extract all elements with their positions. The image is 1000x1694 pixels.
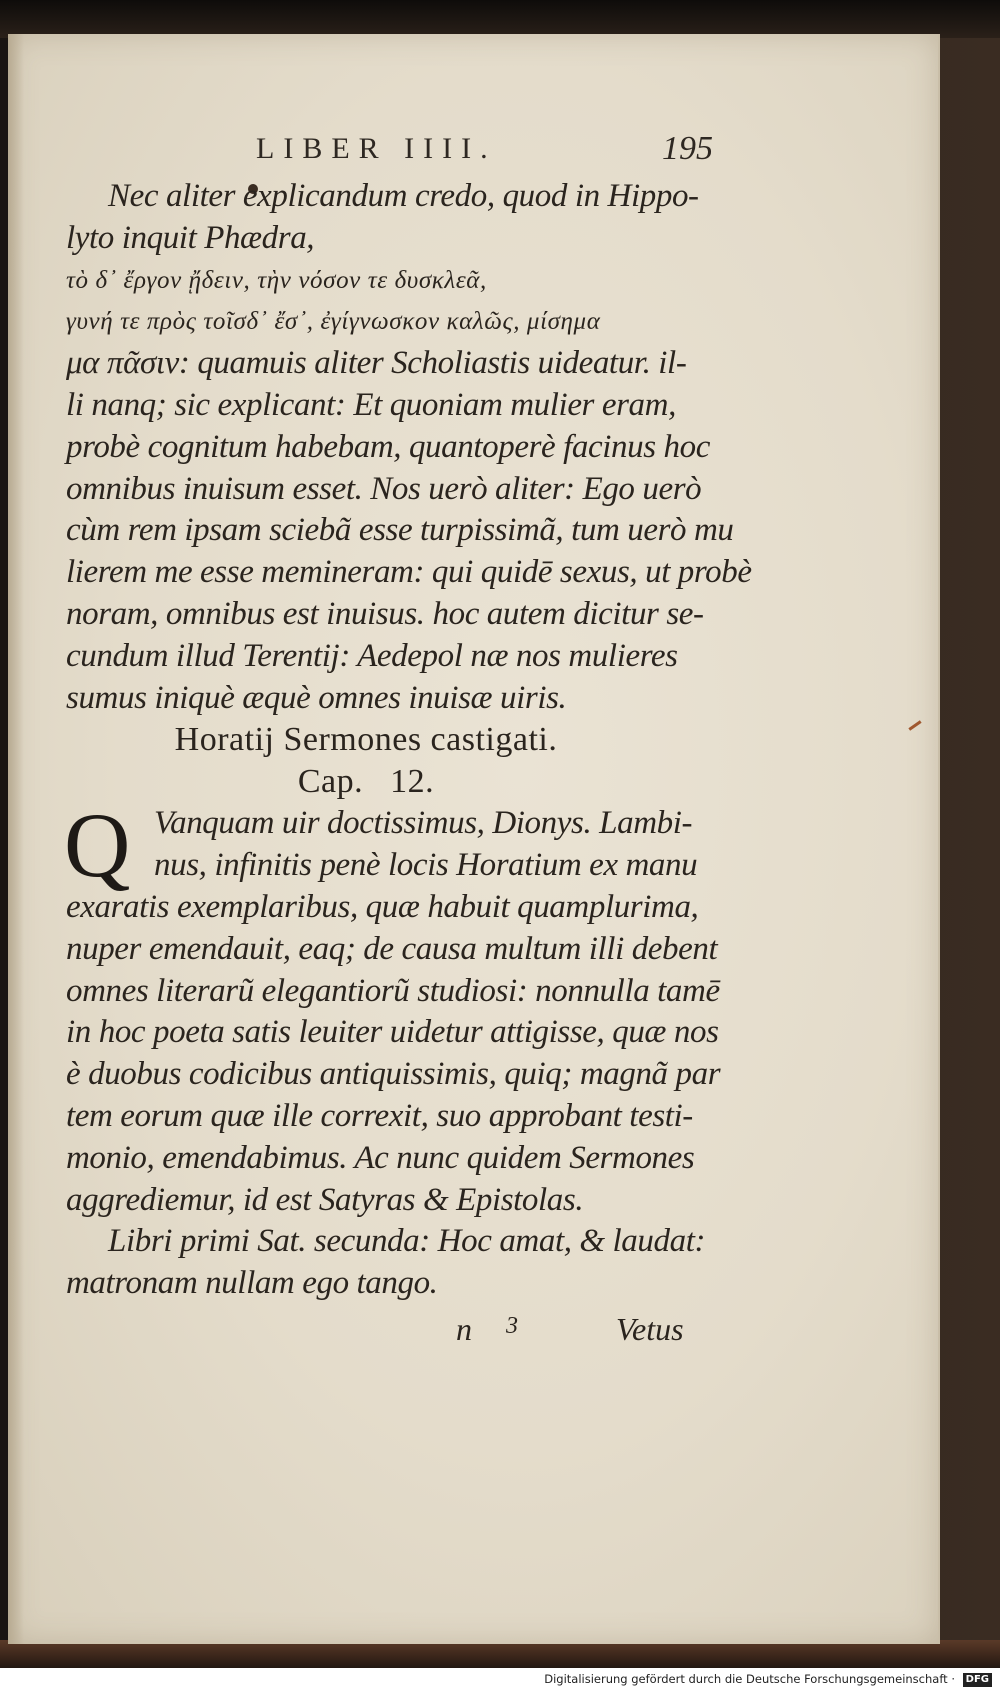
text-line: cùm rem ipsam sciebã esse turpissimã, tum uerò mu <box>66 512 734 549</box>
dfg-logo: DFG <box>963 1673 992 1687</box>
text-line: nuper emendauit, eaq; de causa multum illi debent <box>66 930 718 967</box>
paragraph-3 <box>66 887 886 1221</box>
running-head-title: LIBER IIII. <box>256 132 497 165</box>
text-line: omnibus inuisum esset. Nos uerò aliter: Ego uerò <box>66 470 702 507</box>
text-line: nus, infinitis penè locis Horatium ex manu <box>154 847 698 884</box>
text-line: in hoc poeta satis leuiter uidetur attigisse, quæ nos <box>66 1014 719 1051</box>
text-line: è duobus codicibus antiquissimis, quiq; magnã par <box>66 1056 721 1093</box>
binding-top-edge <box>0 0 1000 38</box>
chapter-number: Cap. 12. <box>297 763 435 801</box>
text-line: μα πᾶσιν: quamuis aliter Scholiastis uideatur. il- <box>66 345 687 382</box>
section-title: Horatij Sermones castigati. <box>174 721 558 759</box>
paragraph-2 <box>66 343 886 719</box>
text-line: lierem me esse memineram: qui quidē sexus, ut probè <box>66 554 752 591</box>
text-line: Nec aliter explicandum credo, quod in Hippo- <box>108 178 699 214</box>
paragraph-3-opening <box>64 794 886 897</box>
page-gutter <box>8 34 24 1644</box>
credit-text: Digitalisierung gefördert durch die Deutsche Forschungsgemeinschaft · <box>544 1672 955 1686</box>
binding-bottom-edge <box>0 1640 1000 1668</box>
text-line: matronam nullam ego tango. <box>66 1265 438 1302</box>
text-line: probè cognitum habebam, quantoperè facinus hoc <box>66 428 710 465</box>
digitization-credit <box>544 1672 992 1687</box>
page-edge-mark <box>908 720 921 730</box>
text-line: tem eorum quæ ille correxit, suo approbant testi- <box>66 1097 693 1134</box>
greek-line: γυνή τε πρὸς τοῖσδ᾽ ἔσ᾽, ἐγίγνωσκον καλῶς, μίσημα <box>66 308 601 336</box>
catchline <box>66 1305 886 1351</box>
catchword: Vetus <box>616 1310 684 1347</box>
running-head <box>66 126 886 176</box>
dropcap-letter: Q <box>64 794 131 897</box>
text-line: monio, emendabimus. Ac nunc quidem Sermones <box>66 1139 695 1176</box>
text-line: cundum illud Terentij: Aedepol næ nos mulieres <box>66 637 678 674</box>
text-line: exaratis exemplaribus, quæ habuit quamplurima, <box>66 888 699 925</box>
text-line: aggrediemur, id est Satyras & Epistolas. <box>66 1181 584 1218</box>
text-line: noram, omnibus est inuisus. hoc autem dicitur se- <box>66 595 704 632</box>
book-page <box>8 34 940 1644</box>
page-number: 195 <box>662 130 713 167</box>
signature-number: 3 <box>506 1312 518 1339</box>
paragraph-1 <box>66 176 886 260</box>
text-line: Vanquam uir doctissimus, Dionys. Lambi- <box>154 805 693 842</box>
greek-line: τὸ δ᾽ ἔργον ᾔδειν, τὴν νόσον τε δυσκλεᾶ, <box>66 266 487 294</box>
greek-quote <box>66 260 886 344</box>
text-line: omnes literarũ elegantiorũ studiosi: nonnulla tamē <box>66 972 720 1009</box>
paragraph-4 <box>66 1221 886 1305</box>
text-line: li nanq; sic explicant: Et quoniam mulier eram, <box>66 386 676 423</box>
text-line: Libri primi Sat. secunda: Hoc amat, & laudat: <box>108 1223 706 1260</box>
text-line: lyto inquit Phædra, <box>66 219 315 256</box>
text-line: sumus iniquè æquè omnes inuisæ uiris. <box>66 679 567 716</box>
page-text <box>66 126 886 1351</box>
signature-mark: n <box>456 1310 472 1347</box>
